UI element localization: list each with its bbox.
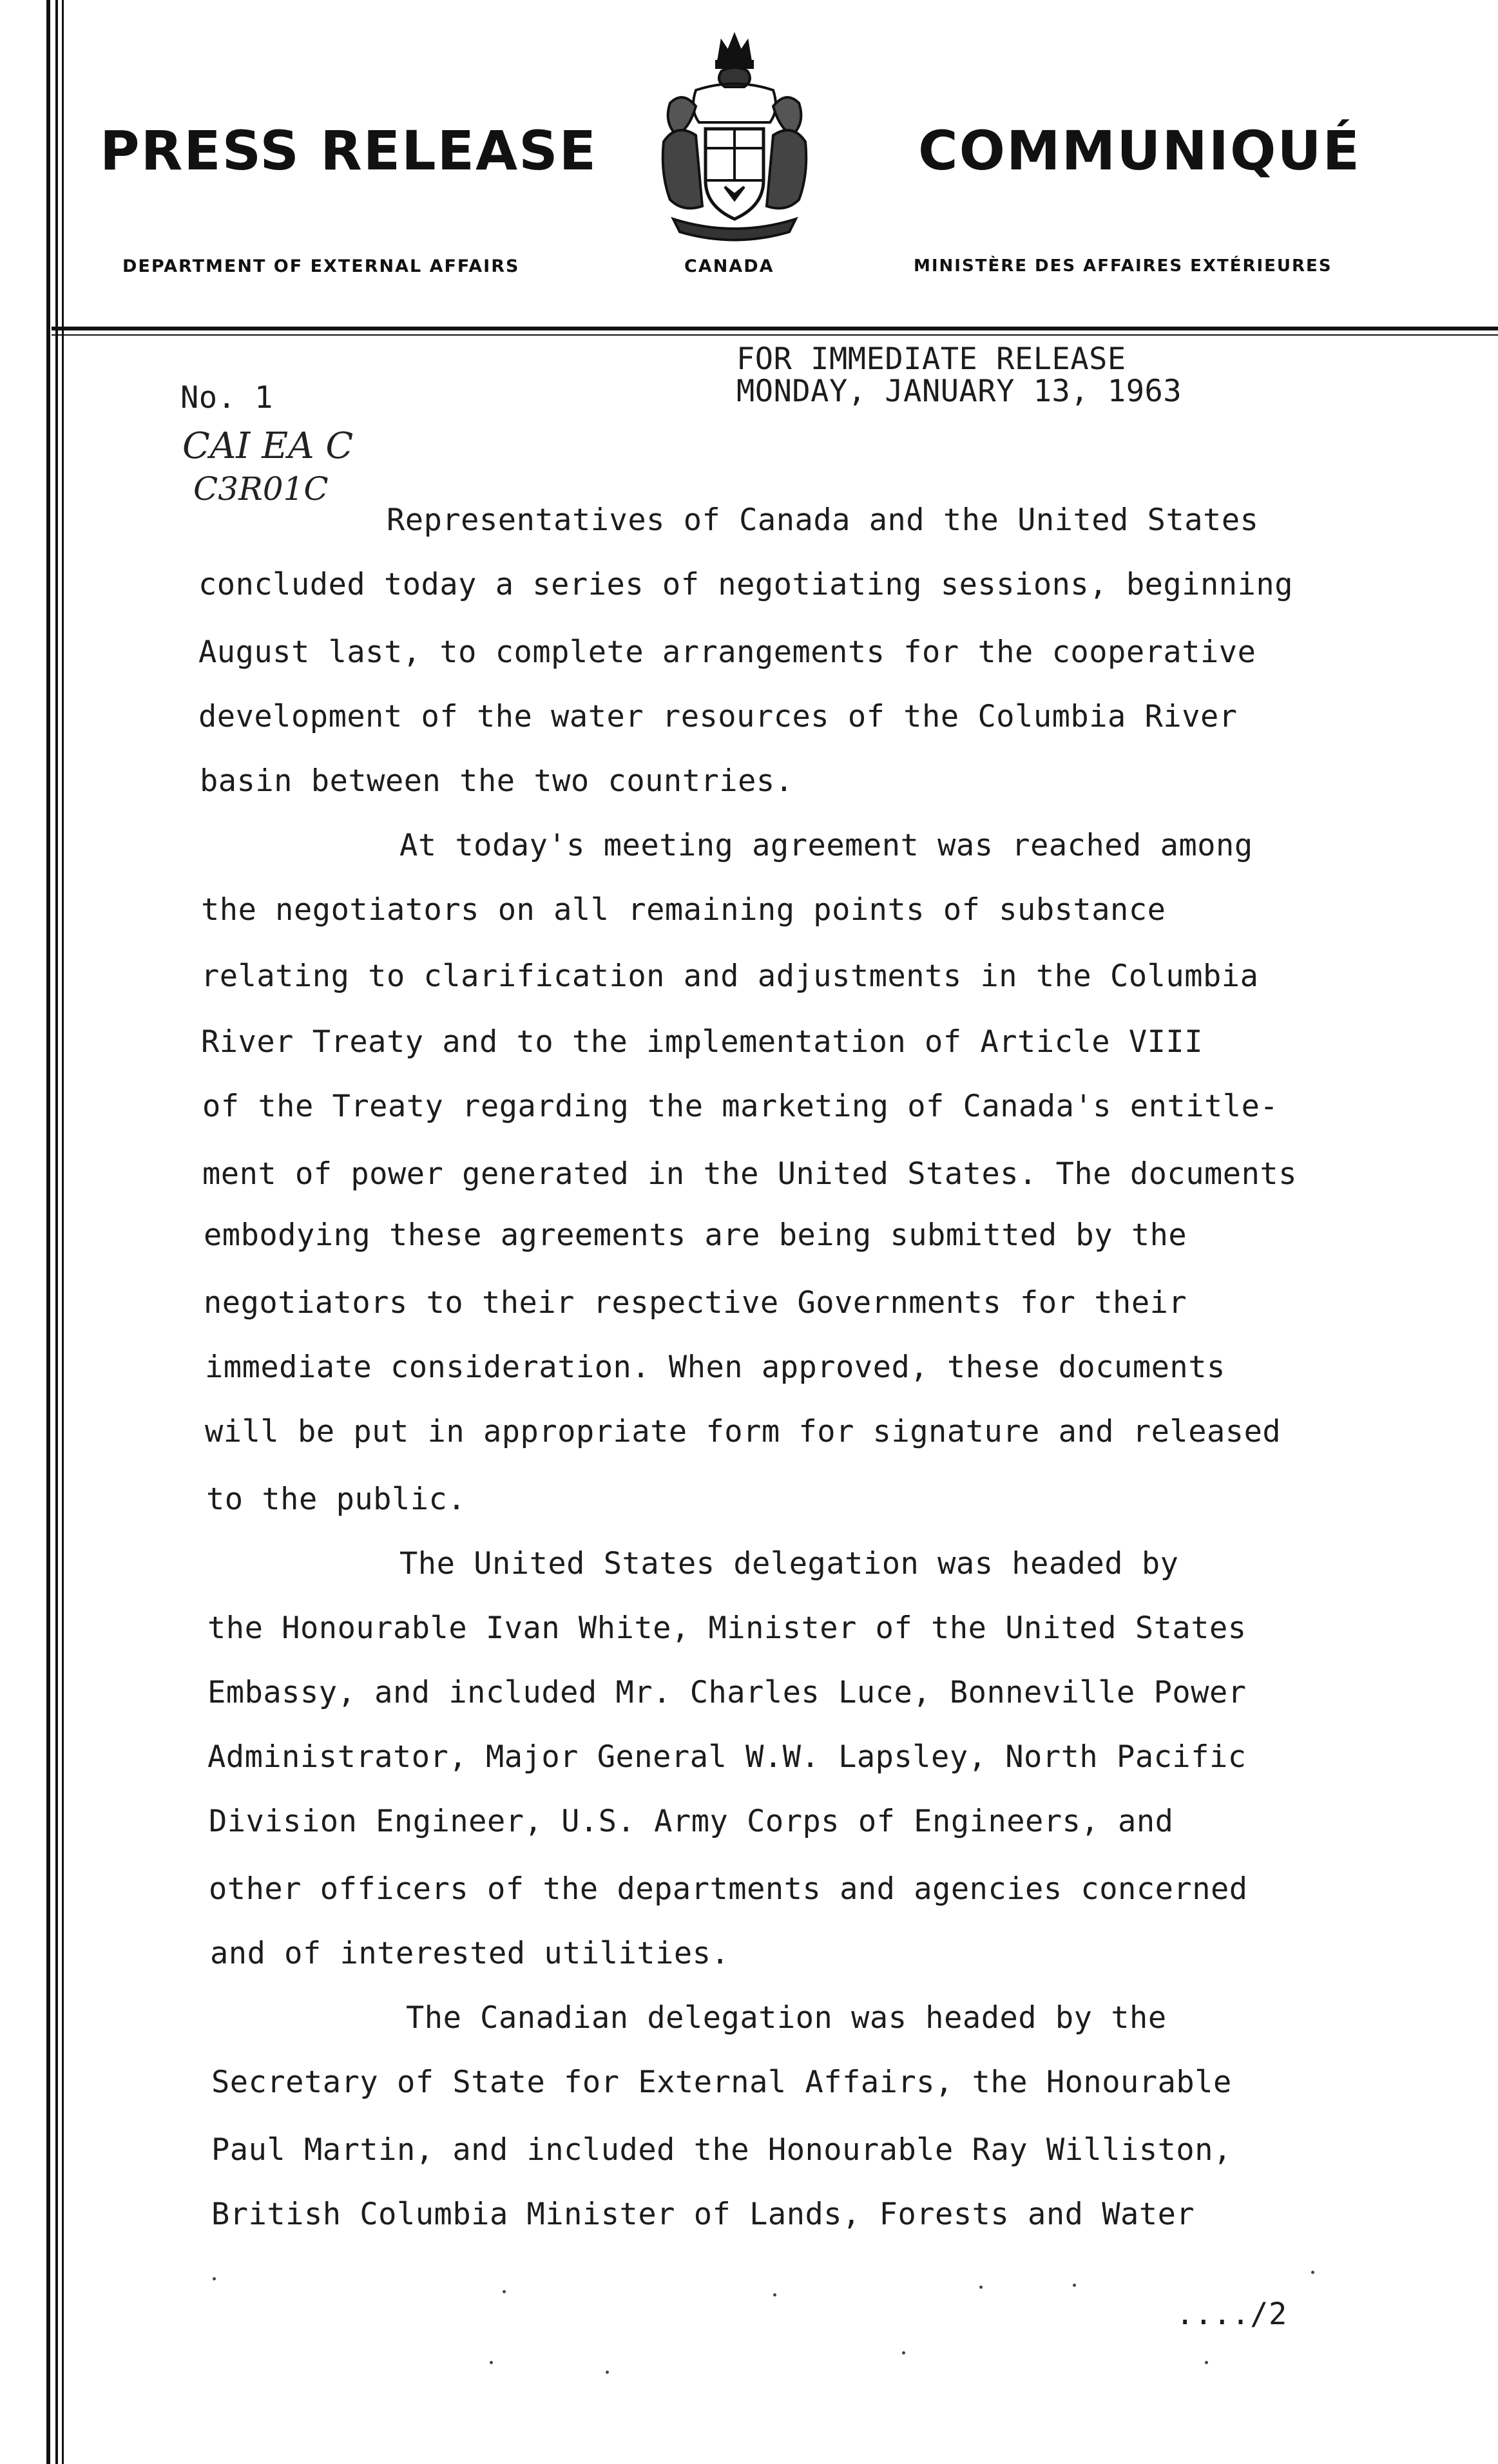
header-left-title: PRESS RELEASE xyxy=(100,119,597,182)
release-date: MONDAY, JANUARY 13, 1963 xyxy=(736,374,1182,409)
body-line: Secretary of State for External Affairs, the Honourable xyxy=(211,2065,1232,2100)
body-line: British Columbia Minister of Lands, Forests and Water xyxy=(211,2197,1195,2232)
paper-speck xyxy=(979,2286,983,2289)
body-line: Embassy, and included Mr. Charles Luce, Bonneville Power xyxy=(207,1675,1247,1710)
binding-margin-line xyxy=(55,0,58,2464)
body-line: development of the water resources of the Columbia River xyxy=(198,699,1238,734)
body-line: will be put in appropriate form for signature and released xyxy=(205,1414,1282,1449)
canada-coat-of-arms-icon xyxy=(651,26,818,245)
release-number: No. 1 xyxy=(180,380,273,415)
paper-speck xyxy=(606,2371,609,2374)
header-right-subtitle: MINISTÈRE DES AFFAIRES EXTÉRIEURES xyxy=(914,256,1332,276)
handwritten-catalog-note: C3R01C xyxy=(193,470,329,508)
page-continuation-marker: ..../2 xyxy=(1176,2297,1287,2332)
paper-speck xyxy=(1073,2284,1076,2287)
body-line: Division Engineer, U.S. Army Corps of Engineers, and xyxy=(209,1804,1174,1839)
body-line: Paul Martin, and included the Honourable Ray Williston, xyxy=(211,2132,1232,2168)
body-line: the negotiators on all remaining points of substance xyxy=(201,892,1166,928)
header-center-subtitle: CANADA xyxy=(684,256,774,276)
body-line: embodying these agreements are being submitted by the xyxy=(204,1218,1187,1253)
body-line: and of interested utilities. xyxy=(210,1936,730,1971)
body-line: immediate consideration. When approved, these documents xyxy=(205,1350,1225,1385)
header-rule-thin xyxy=(52,334,1498,336)
body-line: other officers of the departments and agencies concerned xyxy=(209,1871,1248,1907)
body-line: At today's meeting agreement was reached among xyxy=(399,828,1253,863)
body-line: Administrator, Major General W.W. Lapsley, North Pacific xyxy=(207,1739,1247,1775)
header-right-title: COMMUNIQUÉ xyxy=(918,119,1361,182)
paper-speck xyxy=(503,2290,506,2293)
paper-speck xyxy=(213,2277,216,2280)
body-line: River Treaty and to the implementation of Article VIII xyxy=(201,1024,1204,1060)
paper-speck xyxy=(902,2351,905,2354)
body-line: basin between the two countries. xyxy=(200,763,794,799)
body-line: Representatives of Canada and the United States xyxy=(387,502,1259,538)
body-line: to the public. xyxy=(206,1482,466,1517)
body-line: ment of power generated in the United States. The documents xyxy=(202,1156,1297,1192)
paper-speck xyxy=(773,2293,776,2297)
body-line: The Canadian delegation was headed by the xyxy=(406,2000,1167,2036)
handwritten-catalog-note: CAI EA C xyxy=(182,425,354,467)
body-line: the Honourable Ivan White, Minister of the United States xyxy=(207,1610,1247,1646)
paper-speck xyxy=(490,2361,493,2364)
body-line: of the Treaty regarding the marketing of Canada's entitle- xyxy=(202,1089,1279,1124)
body-line: relating to clarification and adjustments in the Columbia xyxy=(201,959,1259,994)
binding-margin-line xyxy=(46,0,50,2464)
body-line: August last, to complete arrangements for the cooperative xyxy=(198,635,1256,670)
paper-speck xyxy=(1205,2361,1208,2364)
body-line: negotiators to their respective Governments for their xyxy=(204,1285,1187,1321)
release-status: FOR IMMEDIATE RELEASE xyxy=(736,341,1126,377)
binding-margin-line xyxy=(62,0,64,2464)
header-left-subtitle: DEPARTMENT OF EXTERNAL AFFAIRS xyxy=(122,256,520,276)
header-rule xyxy=(52,327,1498,330)
body-line: The United States delegation was headed by xyxy=(399,1546,1179,1581)
body-line: concluded today a series of negotiating sessions, beginning xyxy=(198,567,1293,602)
paper-speck xyxy=(1311,2271,1314,2274)
